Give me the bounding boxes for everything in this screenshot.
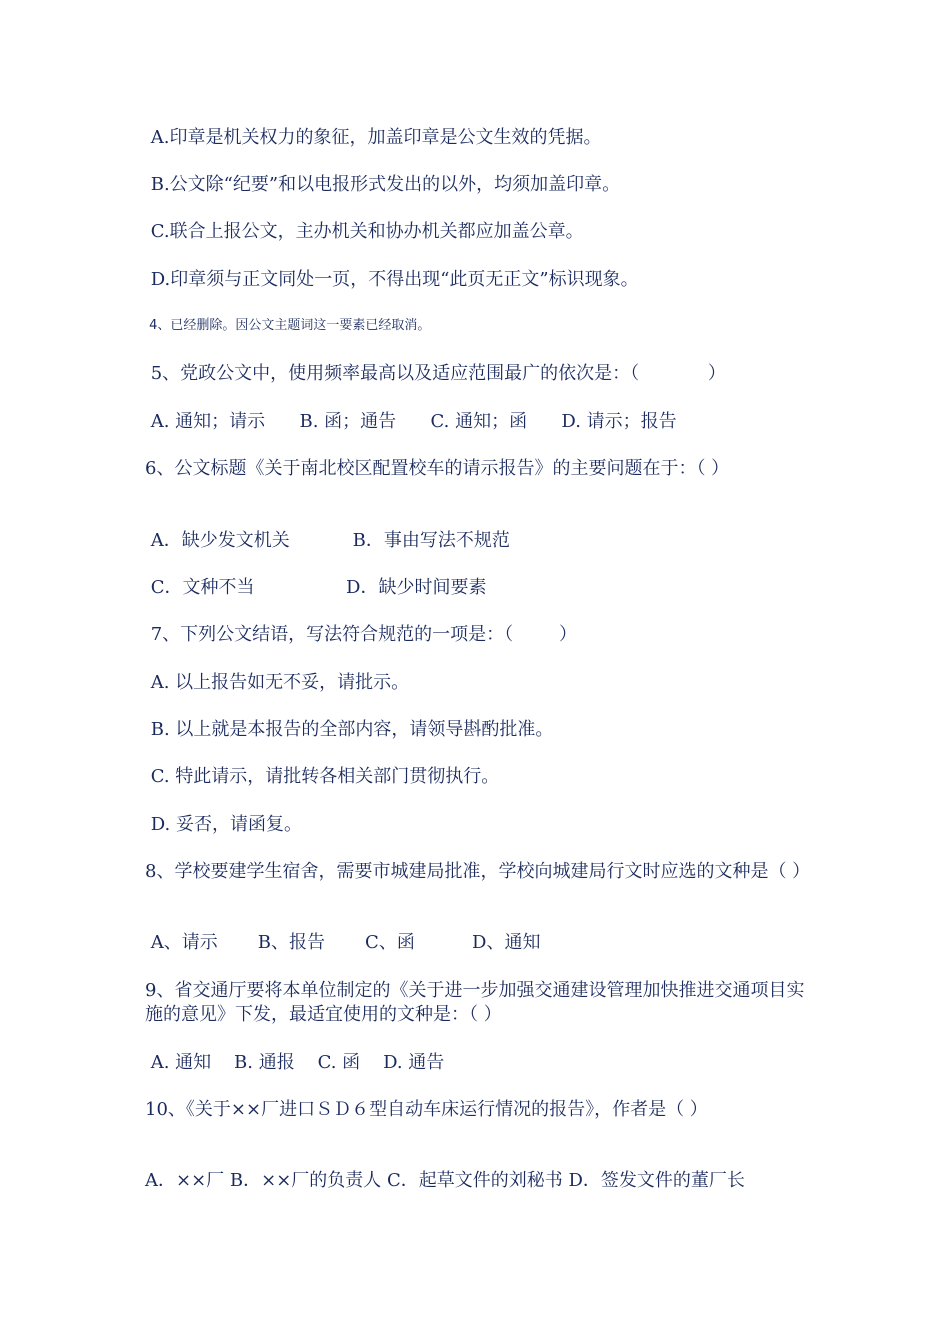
q8-stem: 8、学校要建学生宿舍，需要市城建局批准，学校向城建局行文时应选的文种是（ ）: [145, 861, 811, 882]
q8-options: A、请示 B、报告 C、函 D、通知: [145, 932, 541, 953]
q7-option-b: B. 以上就是本报告的全部内容，请领导斟酌批准。: [145, 719, 554, 740]
q3-option-d: D.印章须与正文同处一页，不得出现“此页无正文”标识现象。: [145, 269, 639, 290]
q7-option-c: C. 特此请示，请批转各相关部门贯彻执行。: [145, 766, 500, 787]
q6-options-row2: C．文种不当 D．缺少时间要素: [145, 577, 487, 598]
q4-note: 4、已经删除。因公文主题词这一要素已经取消。: [145, 318, 431, 333]
q5-stem: 5、党政公文中，使用频率最高以及适应范围最广的依次是：（ ）: [145, 363, 726, 384]
q3-option-c: C.联合上报公文，主办机关和协办机关都应加盖公章。: [145, 221, 584, 242]
q9-options: A. 通知 B. 通报 C. 函 D. 通告: [145, 1052, 445, 1073]
q7-option-a: A. 以上报告如无不妥，请批示。: [145, 672, 410, 693]
q6-options-row1: A．缺少发文机关 B．事由写法不规范: [145, 530, 510, 551]
q5-options: A. 通知；请示 B. 函；通告 C. 通知；函 D. 请示；报告: [145, 411, 677, 432]
q10-stem: 10、《关于××厂进口ＳＤ６型自动车床运行情况的报告》，作者是（ ）: [145, 1099, 708, 1120]
q7-option-d: D. 妥否，请函复。: [145, 814, 302, 835]
q6-stem: 6、公文标题《关于南北校区配置校车的请示报告》的主要问题在于：（ ）: [145, 458, 730, 479]
q3-option-b: B.公文除“纪要”和以电报形式发出的以外，均须加盖印章。: [145, 174, 621, 195]
q10-options: A．××厂 B．××厂的负责人 C．起草文件的刘秘书 D．签发文件的董厂长: [145, 1170, 745, 1191]
q7-stem: 7、下列公文结语，写法符合规范的一项是：（ ）: [145, 624, 577, 645]
q9-stem: 9、省交通厅要将本单位制定的《关于进一步加强交通建设管理加快推进交通项目实施的意见》下发，最适宜使用的文种是：（ ）: [145, 980, 805, 1025]
q3-option-a: A.印章是机关权力的象征，加盖印章是公文生效的凭据。: [145, 127, 602, 148]
